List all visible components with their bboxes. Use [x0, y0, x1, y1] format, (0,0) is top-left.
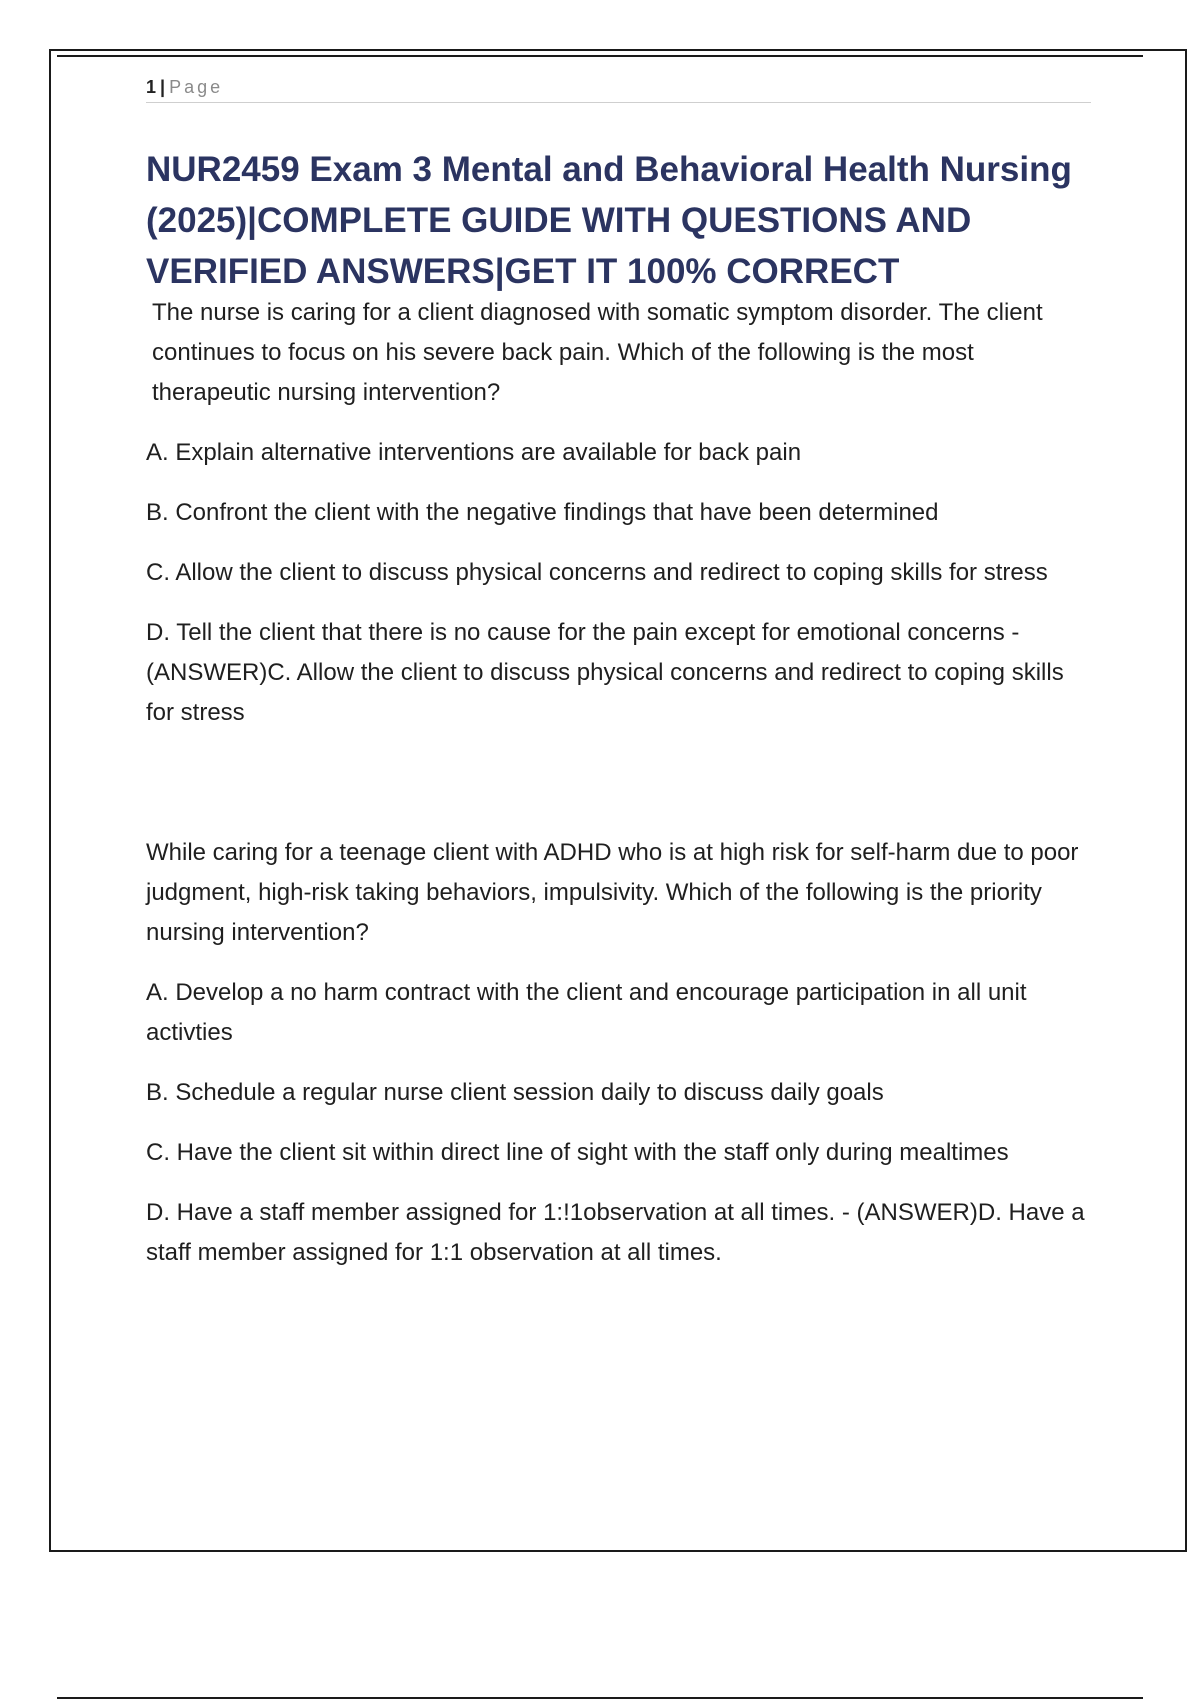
answer-option: B. Schedule a regular nurse client session daily to discuss daily goals — [146, 1079, 884, 1106]
page-header — [146, 74, 1091, 103]
answer-option: C. Allow the client to discuss physical concerns and redirect to coping skills for stress — [146, 559, 1048, 586]
answer-option: A. Develop a no harm contract with the client and encourage participation in all unit activties — [146, 979, 1027, 1046]
page-number: 1 — [146, 77, 157, 97]
page-top-rule — [57, 55, 1143, 57]
next-page-top-rule — [57, 1697, 1143, 1699]
answer-option: D. Tell the client that there is no cause for the pain except for emotional concerns - (ANSWER)C. Allow the client to discuss physical concerns and redirect to coping skills for stress — [146, 619, 1064, 726]
question-block — [146, 833, 1091, 1273]
answer-option: A. Explain alternative interventions are available for back pain — [146, 439, 802, 466]
question-block — [146, 293, 1091, 733]
answer-option: C. Have the client sit within direct line of sight with the staff only during mealtimes — [146, 1139, 1009, 1166]
question-stem: The nurse is caring for a client diagnosed with somatic symptom disorder. The client continues to focus on his severe back pain. Which of the following is the most therapeutic nursing intervention? — [152, 299, 1043, 406]
answer-option: B. Confront the client with the negative findings that have been determined — [146, 499, 939, 526]
page-label: Page — [169, 77, 224, 97]
document-title: NUR2459 Exam 3 Mental and Behavioral Health Nursing (2025)|COMPLETE GUIDE WITH QUESTIONS AND VERIFIED ANSWERS|GET IT 100% CORRECT — [146, 150, 1072, 291]
page-separator: | — [160, 77, 166, 97]
answer-option: D. Have a staff member assigned for 1:!1observation at all times. - (ANSWER)D. Have a staff member assigned for 1:1 observation at all times. — [146, 1199, 1085, 1266]
question-stem: While caring for a teenage client with ADHD who is at high risk for self-harm due to poor judgment, high-risk taking behaviors, impulsivity. Which of the following is the priority nursing intervention? — [146, 839, 1079, 946]
question-gap — [146, 753, 1091, 833]
document-body — [146, 293, 1091, 1293]
